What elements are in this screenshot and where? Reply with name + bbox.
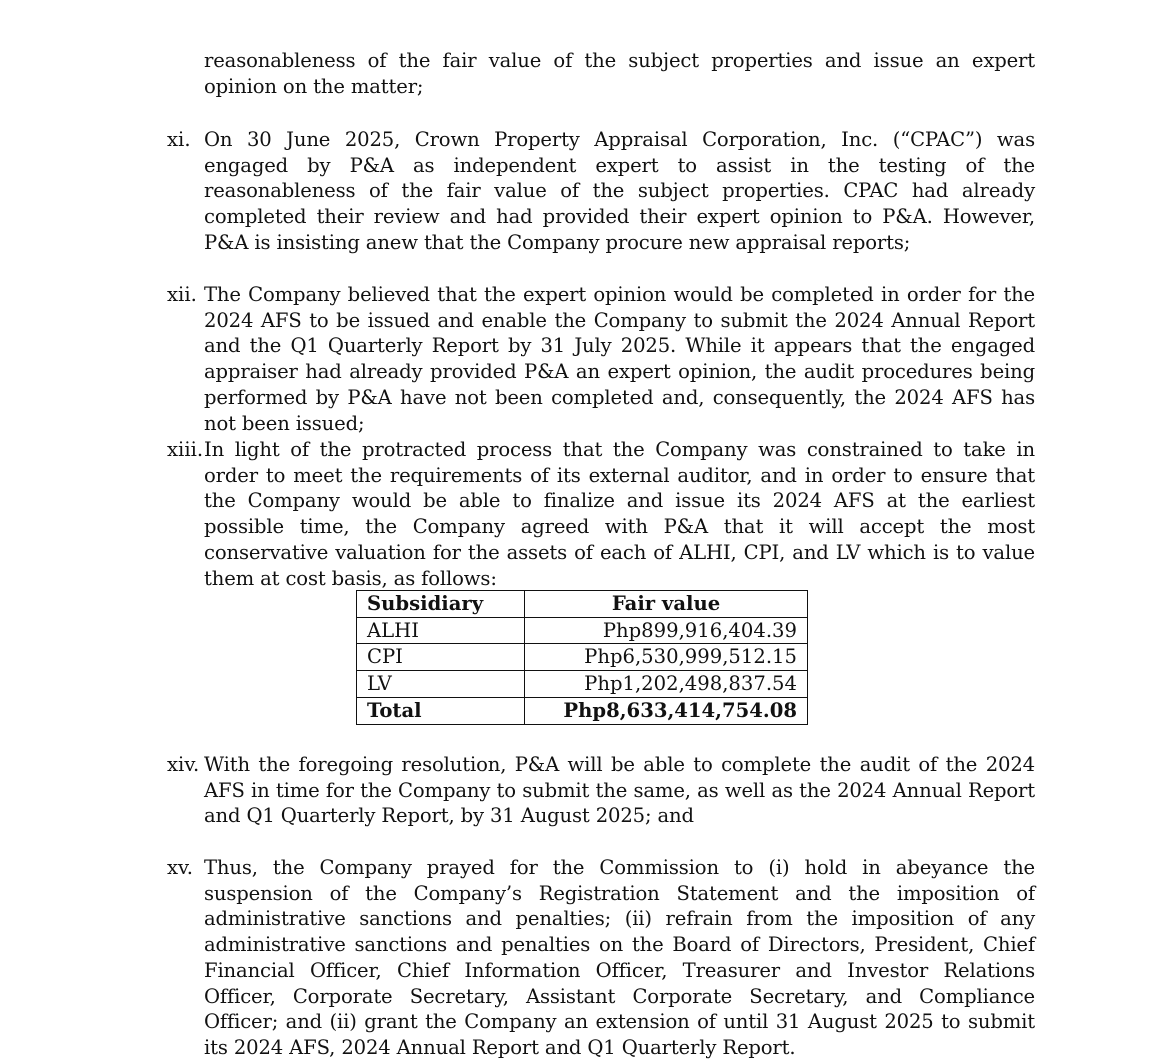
fair-value-cell: Php6,530,999,512.15	[525, 644, 808, 671]
item-number-xiv: xiv.	[167, 753, 200, 776]
paragraph-xiv: With the foregoing resolution, P&A will be able to complete the audit of the 2024 AFS in time for the Company to submit the same, as well as the 2024 Annual Report and Q1 Quarterly Report, by 31 August 2025; and	[204, 753, 1035, 828]
fair-value-table	[356, 590, 808, 725]
item-number-xi: xi.	[167, 128, 191, 151]
paragraph-continuation: reasonableness of the fair value of the subject properties and issue an expert opinion on the matter;	[204, 49, 1035, 98]
table-header-row	[357, 591, 808, 618]
item-number-xiii: xiii.	[167, 438, 204, 461]
paragraph-xii: The Company believed that the expert opinion would be completed in order for the 2024 AFS to be issued and enable the Company to submit the 2024 Annual Report and the Q1 Quarterly Report by 31 July 2025. While it appears that the engaged appraiser had already provided P&A an expert opinion, the audit procedures being performed by P&A have not been completed and, consequently, the 2024 AFS has not been issued;	[204, 283, 1035, 435]
total-value: Php8,633,414,754.08	[525, 697, 808, 724]
table-row	[357, 617, 808, 644]
subsidiary-cell: ALHI	[357, 617, 525, 644]
header-fair-value: Fair value	[525, 591, 808, 618]
subsidiary-cell: CPI	[357, 644, 525, 671]
fair-value-cell: Php1,202,498,837.54	[525, 671, 808, 698]
paragraph-xiii: In light of the protracted process that the Company was constrained to take in order to meet the requirements of its external auditor, and in order to ensure that the Company would be able to finalize and issue its 2024 AFS at the earliest possible time, the Company agreed with P&A that it will accept the most conservative valuation for the assets of each of ALHI, CPI, and LV which is to value them at cost basis, as follows:	[204, 438, 1035, 590]
item-number-xv: xv.	[167, 856, 194, 879]
table-total-row	[357, 697, 808, 724]
header-subsidiary: Subsidiary	[357, 591, 525, 618]
paragraph-xi: On 30 June 2025, Crown Property Appraisal Corporation, Inc. (“CPAC”) was engaged by P&A as independent expert to assist in the testing of the reasonableness of the fair value of the subject properties. CPAC had already completed their review and had provided their expert opinion to P&A. However, P&A is insisting anew that the Company procure new appraisal reports;	[204, 128, 1035, 254]
total-label: Total	[357, 697, 525, 724]
fair-value-cell: Php899,916,404.39	[525, 617, 808, 644]
subsidiary-cell: LV	[357, 671, 525, 698]
item-number-xii: xii.	[167, 283, 197, 306]
table-row	[357, 644, 808, 671]
table-row	[357, 671, 808, 698]
paragraph-xv: Thus, the Company prayed for the Commission to (i) hold in abeyance the suspension of the Company’s Registration Statement and the imposition of administrative sanctions and penalties; (ii) refrain from the imposition of any administrative sanctions and penalties on the Board of Directors, President, Chief Financial Officer, Chief Information Officer, Treasurer and Investor Relations Officer, Corporate Secretary, Assistant Corporate Secretary, and Compliance Officer; and (ii) grant the Company an extension of until 31 August 2025 to submit its 2024 AFS, 2024 Annual Report and Q1 Quarterly Report.	[204, 856, 1035, 1059]
